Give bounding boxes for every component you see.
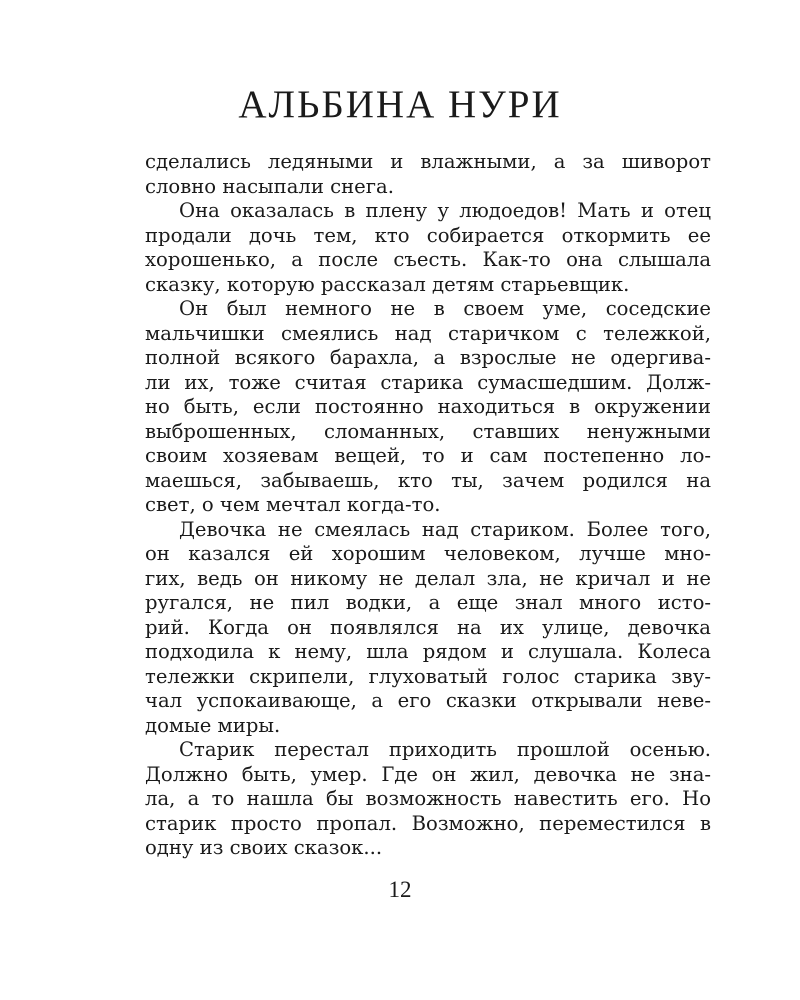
text-line: рий. Когда он появлялся на их улице, девочка [145,615,711,639]
text-line: ли их, тоже считая старика сумасшедшим. Долж- [145,370,711,394]
text-line: своим хозяевам вещей, то и сам постепенно ло- [145,444,711,467]
text-line: тележки скрипели, глуховатый голос старика зву- [145,664,711,688]
text-line: ругался, не пил водки, а еще знал много исто- [145,591,711,614]
text-line: сказку, которую рассказал детям старьевщик. [145,272,630,296]
running-head-author: АЛЬБИНА НУРИ [238,83,562,126]
text-line: свет, о чем мечтал когда-то. [145,493,441,516]
text-line: одну из своих сказок... [145,836,383,859]
text-line: выброшенных, сломанных, ставших ненужными [145,419,711,443]
text-line: гих, ведь он никому не делал зла, не кричал и не [145,566,711,590]
text-line: Она оказалась в плену у людоедов! Мать и отец [179,199,711,222]
text-line: подходила к нему, шла рядом и слушала. Колеса [145,640,711,663]
text-line: словно насыпали снега. [145,174,394,198]
paragraph [145,150,711,199]
paragraph [145,518,711,739]
text-line: домые миры. [145,713,281,737]
text-line: он казался ей хорошим человеком, лучше мно- [145,542,711,565]
text-line: хорошенько, а после съесть. Как-то она слышала [145,248,711,271]
text-line: продали дочь тем, кто собирается откормить ее [145,223,711,247]
body-text [145,150,711,861]
text-line: сделались ледяными и влажными, а за шиворот [145,150,711,173]
paragraph [145,738,711,861]
text-line: чал успокаивающе, а его сказки открывали неве- [145,689,711,712]
text-line: маешься, забываешь, кто ты, зачем родился на [145,468,711,492]
paragraph [145,297,711,518]
text-line: старик просто пропал. Возможно, переместился в [145,811,711,835]
text-line: мальчишки смеялись над старичком с тележкой, [145,321,711,345]
text-line: Должно быть, умер. Где он жил, девочка не зна- [145,762,711,786]
paragraph [145,199,711,297]
page-number: 12 [388,877,412,902]
text-line: ла, а то нашла бы возможность навестить его. Но [145,787,711,810]
text-line: но быть, если постоянно находиться в окружении [145,395,711,418]
text-line: Он был немного не в своем уме, соседские [179,297,711,320]
text-line: Старик перестал приходить прошлой осенью. [179,738,711,761]
text-line: полной всякого барахла, а взрослые не одергива- [145,346,711,369]
text-line: Девочка не смеялась над стариком. Более того, [179,517,711,541]
